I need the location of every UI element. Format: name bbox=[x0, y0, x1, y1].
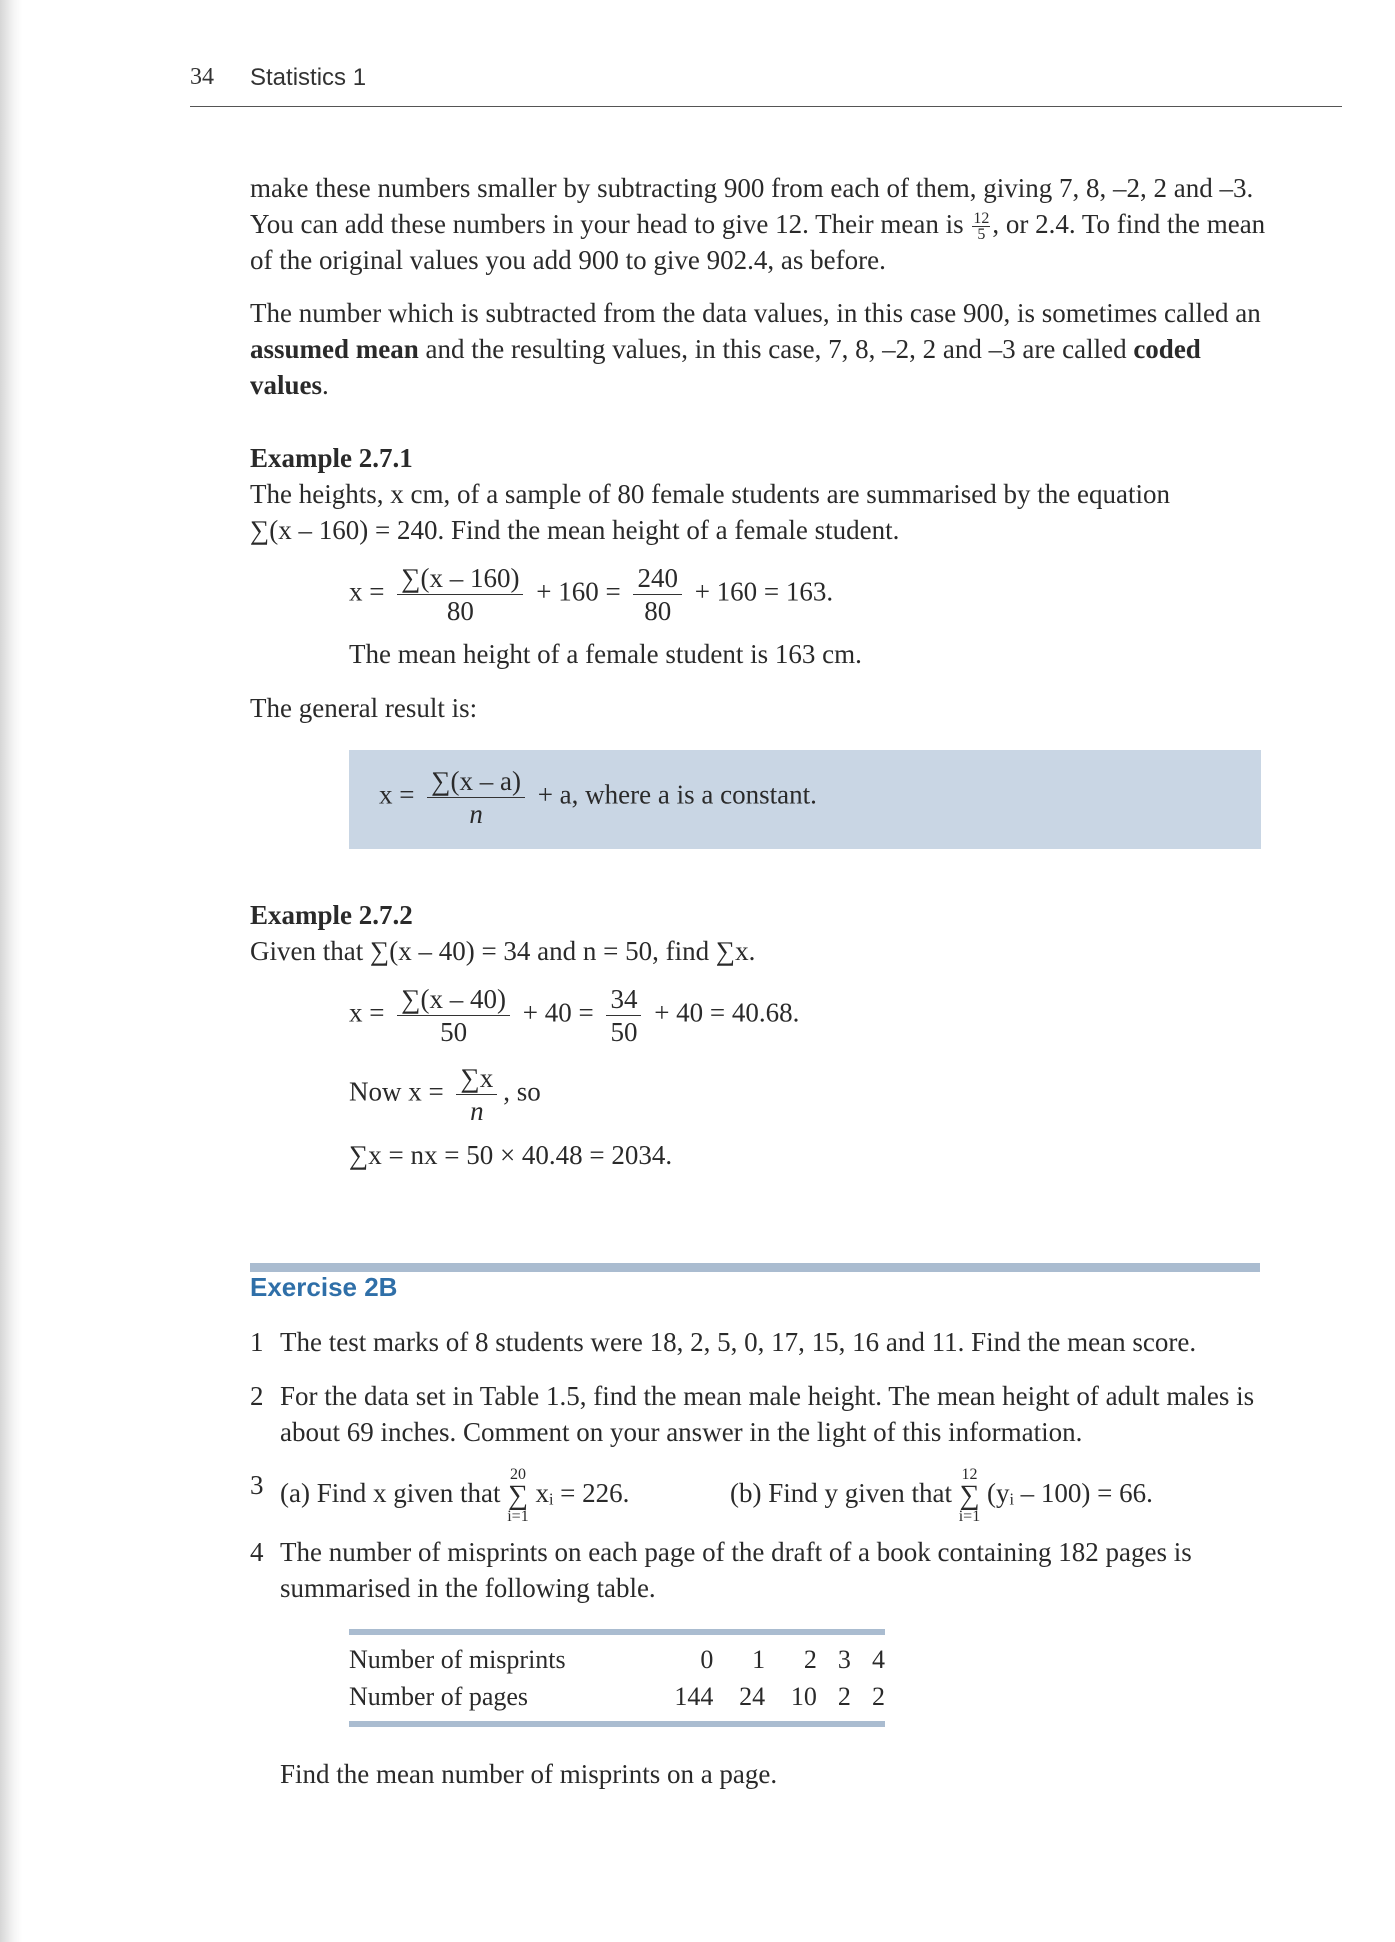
general-formula: x = $\frac{\sum(x - a)}{n}$ + a, where a is a constant. bbox=[379, 766, 817, 829]
general-result-box bbox=[349, 750, 1261, 849]
table-cell: 10 bbox=[790, 1682, 817, 1711]
table-cell: 24 bbox=[739, 1682, 766, 1711]
table-bottom-rule bbox=[349, 1721, 885, 1727]
assumed-line-1: The number which is subtracted from the data values, in this case 900, is sometimes called an bbox=[250, 298, 1261, 328]
assumed-mean-paragraph bbox=[250, 295, 1342, 403]
table-row bbox=[349, 1641, 885, 1678]
intro-paragraph bbox=[250, 170, 1342, 278]
question-4-number: 4 bbox=[250, 1537, 264, 1567]
intro-line-2: You can add these numbers in your head to give 12. Their mean is $\frac{12}{5}$ , or 2.4. To find the mean bbox=[250, 209, 1266, 244]
page-binding-shadow bbox=[0, 0, 22, 1942]
table-cell: 1 bbox=[752, 1645, 766, 1674]
example-2-7-1 bbox=[250, 440, 1342, 548]
table-cell: 2 bbox=[872, 1682, 885, 1711]
table-cell: 144 bbox=[674, 1682, 714, 1711]
table-cell: 4 bbox=[872, 1645, 885, 1674]
question-2-text: For the data set in Table 1.5, find the mean male height. The mean height of adult males is about 69 inches. Comment on your answer in the light of this information. bbox=[280, 1381, 1255, 1447]
table-cell: 3 bbox=[837, 1645, 851, 1674]
q3b-sigma: 12 ∑ i=1 bbox=[958, 1466, 981, 1525]
assumed-line-2: assumed mean and the resulting values, in this case, 7, 8, –2, 2 and –3 are called coded bbox=[250, 334, 1201, 364]
question-1-number: 1 bbox=[250, 1327, 264, 1357]
example-2-7-2 bbox=[250, 897, 1342, 969]
running-title: Statistics 1 bbox=[250, 64, 367, 91]
example-2-equation: x = $\frac{\sum(x - 40)}{50}$ + 40 = $\frac{34}{50}$ + 40 = 40.68. bbox=[349, 984, 800, 1047]
question-3-text bbox=[280, 1456, 1345, 1525]
table-top-rule bbox=[349, 1629, 885, 1635]
term-values: values bbox=[250, 370, 323, 400]
example-2-final: ∑x = nx = 50 × 40.48 = 2034. bbox=[349, 1140, 673, 1170]
q3a-sigma: 20 ∑ i=1 bbox=[507, 1466, 529, 1525]
intro-line-3: of the original values you add 900 to give 902.4, as before. bbox=[250, 245, 886, 276]
question-3-number: 3 bbox=[250, 1470, 264, 1500]
page-header bbox=[190, 64, 1342, 107]
assumed-line-3: values. bbox=[250, 370, 329, 400]
question-3b: (b) Find y given that 12 ∑ i=1 (yᵢ – 100) = 66. bbox=[730, 1466, 1153, 1525]
exercise-header-bar bbox=[250, 1263, 1260, 1272]
table-cell: 2 bbox=[803, 1645, 817, 1674]
question-4-text: The number of misprints on each page of the draft of a book containing 182 pages is summarised in the following table. bbox=[280, 1537, 1192, 1603]
exercise-heading: Exercise 2B bbox=[250, 1272, 398, 1302]
term-assumed-mean: assumed mean bbox=[250, 334, 419, 364]
table-row bbox=[349, 1678, 885, 1715]
term-coded: coded bbox=[1133, 334, 1201, 364]
example-1-equation: x = $\frac{\sum(x - 160)}{80}$ + 160 = $\frac{240}{80}$ + 160 = 163. bbox=[349, 563, 834, 626]
example-2-line-1: Given that ∑(x – 40) = 34 and n = 50, find ∑x. bbox=[250, 936, 756, 966]
intro-line-1: make these numbers smaller by subtracting 900 from each of them, giving 7, 8, –2, 2 and –3. bbox=[250, 173, 1254, 203]
example-2-title: Example 2.7.2 bbox=[250, 900, 413, 930]
question-2-number: 2 bbox=[250, 1381, 264, 1411]
example-1-title: Example 2.7.1 bbox=[250, 443, 413, 473]
row-label: Number of pages bbox=[349, 1682, 529, 1711]
table-cell: 0 bbox=[700, 1645, 714, 1674]
example-1-conclusion: The mean height of a female student is 163 cm. bbox=[349, 639, 862, 669]
question-1-text: The test marks of 8 students were 18, 2, 5, 0, 17, 15, 16 and 11. Find the mean score. bbox=[280, 1327, 1197, 1357]
question-3a: (a) Find x given that 20 ∑ i=1 xᵢ = 226. bbox=[280, 1466, 630, 1525]
example-2-now-line: Now x = $\frac{\sum x}{n}$ , so bbox=[349, 1063, 541, 1126]
general-result-intro: The general result is: bbox=[250, 693, 478, 723]
row-label: Number of misprints bbox=[349, 1645, 566, 1674]
misprints-table bbox=[349, 1629, 885, 1727]
question-4-final: Find the mean number of misprints on a page. bbox=[280, 1759, 778, 1789]
table-cell: 2 bbox=[837, 1682, 851, 1711]
example-1-line-1: The heights, x cm, of a sample of 80 female students are summarised by the equation bbox=[250, 479, 1170, 509]
inline-fraction: $\frac{12}{5}$ bbox=[973, 210, 990, 244]
page-number: 34 bbox=[190, 64, 214, 90]
example-1-line-2: ∑(x – 160) = 240. Find the mean height of a female student. bbox=[250, 515, 900, 545]
